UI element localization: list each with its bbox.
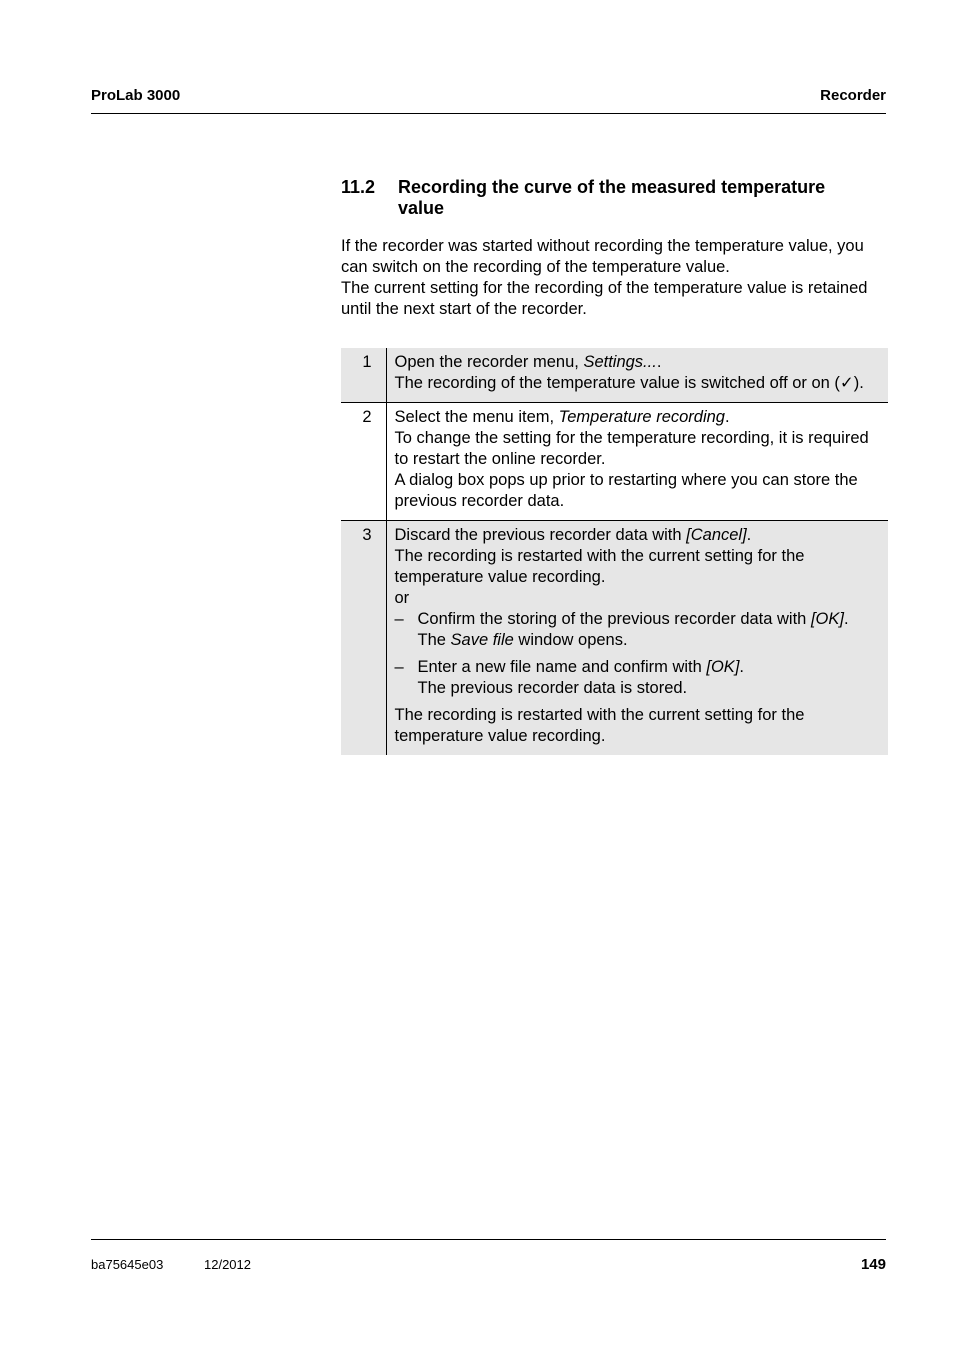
step-result: The recording is restarted with the current setting for the temperature value recording.	[394, 706, 805, 745]
step-or: or	[394, 589, 410, 607]
key-name: [OK]	[810, 610, 844, 628]
step-note: To change the setting for the temperature recording, it is required to restart the online recorder.	[394, 429, 869, 468]
window-name: Save file	[450, 631, 514, 649]
step-instruction: Discard the previous recorder data with [Cancel].	[394, 526, 752, 544]
step-body	[386, 348, 888, 403]
step-number: 3	[341, 521, 386, 756]
intro-paragraph-2: The current setting for the recording of the temperature value is retained until the next start of the recorder.	[341, 279, 868, 318]
step-body	[386, 403, 888, 521]
document-date: 12/2012	[204, 1257, 251, 1272]
intro-paragraph-1: If the recorder was started without recording the temperature value, you can switch on the recording of the temperature value.	[341, 237, 864, 276]
steps-table	[341, 348, 888, 755]
step-instruction: Open the recorder menu, Settings....	[394, 353, 662, 371]
step-row-2	[341, 403, 888, 521]
step-result: The recording is restarted with the current setting for the temperature value recording.	[394, 547, 805, 586]
footer-rule	[91, 1239, 886, 1240]
intro-text	[341, 236, 881, 320]
running-header-product: ProLab 3000	[91, 87, 181, 104]
step-row-1	[341, 348, 888, 403]
key-name: [OK]	[706, 658, 740, 676]
step-body	[386, 521, 888, 756]
dash-bullet: –	[394, 658, 404, 676]
step-instruction: Select the menu item, Temperature recording.	[394, 408, 730, 426]
step-row-3	[341, 521, 888, 756]
step-number: 1	[341, 348, 386, 403]
document-number: ba75645e03	[91, 1257, 164, 1272]
running-header-chapter: Recorder	[820, 87, 886, 104]
menu-name: Settings...	[583, 353, 657, 371]
page-number: 149	[860, 1256, 886, 1273]
header-rule	[91, 113, 886, 114]
section-number: 11.2	[341, 177, 376, 197]
menu-item-name: Temperature recording	[558, 408, 725, 426]
dash-bullet: –	[394, 610, 404, 628]
sub-step: – Enter a new file name and confirm with [OK]. The previous recorder data is stored.	[394, 658, 744, 697]
step-result: The recording of the temperature value is switched off or on (✓).	[394, 374, 864, 392]
key-name: [Cancel]	[686, 526, 747, 544]
step-number: 2	[341, 403, 386, 521]
sub-step: – Confirm the storing of the previous recorder data with [OK]. The Save file window opens.	[394, 610, 849, 649]
step-note: A dialog box pops up prior to restarting where you can store the previous recorder data.	[394, 471, 858, 510]
section-title: Recording the curve of the measured temperature value	[398, 177, 826, 218]
